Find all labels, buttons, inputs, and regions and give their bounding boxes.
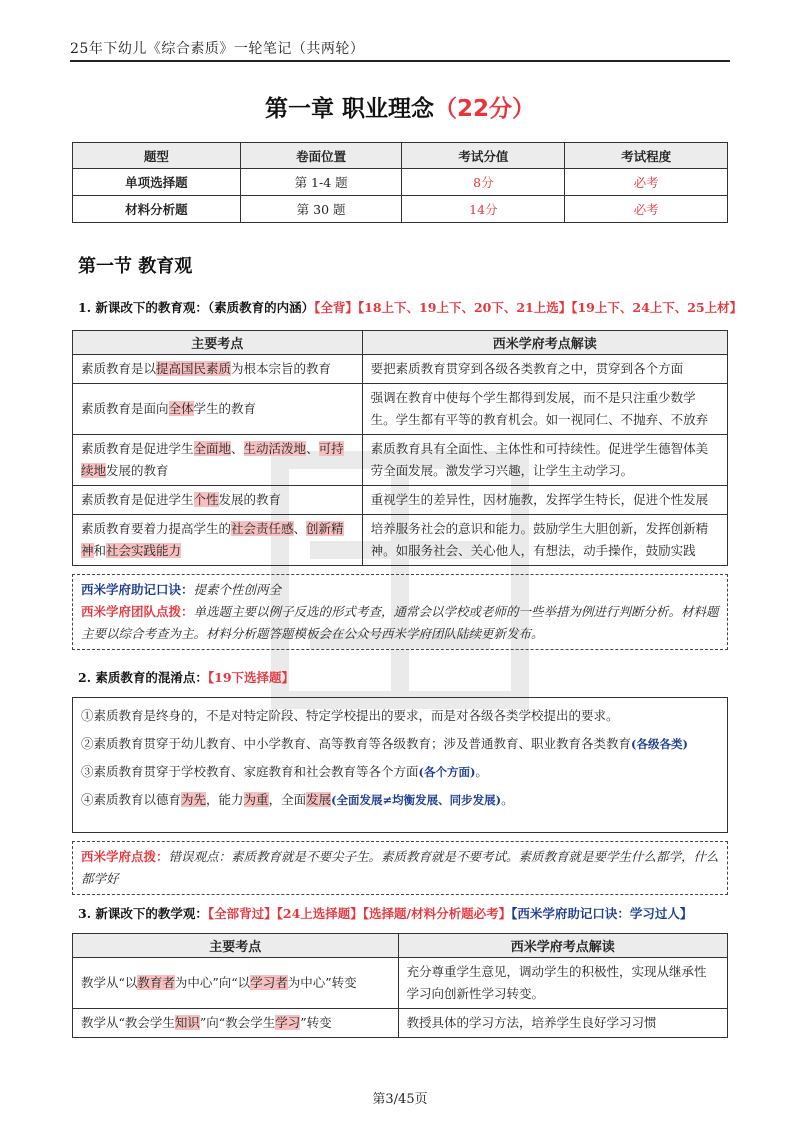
q3-title <box>78 904 692 922</box>
list-item: ②素质教育贯穿于幼儿教育、中小学教育、高等教育等各级教育；涉及普通教育、职业教育各类教育(各级各类) <box>81 736 688 751</box>
exam-cell: 第 1-4 题 <box>240 169 402 196</box>
exam-cell: 必考 <box>565 196 728 223</box>
q1-point-cell: 素质教育是促进学生个性发展的教育 <box>73 486 363 515</box>
q3-tags-blue: 【西米学府助记口诀：学习过人】 <box>511 906 693 921</box>
exam-header-type: 题型 <box>73 143 241 169</box>
exam-header-level: 考试程度 <box>565 143 728 169</box>
q2-title-text: 2. 素质教育的混淆点： <box>78 670 208 685</box>
table-row <box>73 958 728 1009</box>
q1-interpret-cell: 重视学生的差异性，因材施教，发挥学生特长，促进个性发展 <box>362 486 727 515</box>
q3-title-text: 3. 新课改下的教学观： <box>78 906 208 921</box>
exam-cell: 8分 <box>402 169 565 196</box>
q3-header-interpret: 西米学府考点解读 <box>398 934 727 958</box>
q3-table <box>72 933 728 1038</box>
table-row <box>73 435 728 486</box>
exam-header-position: 卷面位置 <box>240 143 402 169</box>
exam-cell: 单项选择题 <box>73 169 241 196</box>
section-title: 第一节 教育观 <box>78 256 193 277</box>
q1-header-point: 主要考点 <box>73 331 363 355</box>
document-header: 25年下幼儿《综合素质》一轮笔记（共两轮） <box>70 41 365 57</box>
q1-title-text: 1. 新课改下的教育观：（素质教育的内涵） <box>78 300 315 315</box>
table-row <box>73 515 728 566</box>
table-row <box>73 1009 728 1038</box>
header-rule <box>70 60 730 62</box>
q1-point-cell: 素质教育是以提高国民素质为根本宗旨的教育 <box>73 355 363 384</box>
q1-interpret-cell: 素质教育具有全面性、主体性和可持续性。促进学生德智体美劳全面发展。激发学习兴趣，让学生主动学习。 <box>362 435 727 486</box>
table-row <box>73 486 728 515</box>
table-row <box>73 384 728 435</box>
q1-table <box>72 330 728 566</box>
q1-tip: 西米学府团队点拨：单选题主要以例子反选的形式考查，通常会以学校或老师的一些举措为例进行判断分析。材料题主要以综合考查为主。材料分析题答题模板会在公众号西米学府团队陆续更新发布。 <box>81 604 719 641</box>
q1-interpret-cell: 要把素质教育贯穿到各级各类教育之中，贯穿到各个方面 <box>362 355 727 384</box>
q3-point-cell: 教学从“教会学生知识”向“教会学生学习”转变 <box>73 1009 399 1038</box>
table-row <box>73 169 728 196</box>
chapter-title <box>0 90 800 123</box>
q1-point-cell: 素质教育是促进学生全面地、生动活泼地、可持续地发展的教育 <box>73 435 363 486</box>
q3-header-point: 主要考点 <box>73 934 399 958</box>
q1-tags: 【全背】【18上下、19上下、20下、21上选】【19上下、24上下、25上材】 <box>314 300 743 315</box>
q1-header-interpret: 西米学府考点解读 <box>362 331 727 355</box>
q3-interpret-cell: 充分尊重学生意见，调动学生的积极性，实现从继承性学习向创新性学习转变。 <box>398 958 727 1009</box>
list-item: ③素质教育贯穿于学校教育、家庭教育和社会教育等各个方面(各个方面)。 <box>81 764 488 779</box>
exam-info-table <box>72 142 728 223</box>
chapter-title-text: 第一章 职业理念 <box>264 96 434 122</box>
exam-cell: 材料分析题 <box>73 196 241 223</box>
q2-tip-box: 西米学府点拨：错误观点：素质教育就是不要尖子生。素质教育就是不要考试。素质教育就是要学生什么都学，什么都学好 <box>72 841 728 895</box>
q1-point-cell: 素质教育要着力提高学生的社会责任感、创新精神和社会实践能力 <box>73 515 363 566</box>
q1-point-cell: 素质教育是面向全体学生的教育 <box>73 384 363 435</box>
q1-note-box <box>72 574 728 650</box>
q1-interpret-cell: 强调在教育中使每个学生都得到发展，而不是只注重少数学生。学生都有平等的教育机会。如一视同仁、不抛弃、不放弃 <box>362 384 727 435</box>
exam-cell: 第 30 题 <box>240 196 402 223</box>
exam-header-score: 考试分值 <box>402 143 565 169</box>
table-row <box>73 355 728 384</box>
table-row <box>73 196 728 223</box>
q1-interpret-cell: 培养服务社会的意识和能力。鼓励学生大胆创新，发挥创新精神。如服务社会、关心他人，有想法，动手操作，鼓励实践 <box>362 515 727 566</box>
list-item: ④素质教育以德育为先，能力为重，全面发展(全面发展≠均衡发展、同步发展)。 <box>81 792 514 807</box>
q3-tags-red: 【全部背过】【24上选择题】【选择题/材料分析题必考】 <box>207 906 512 921</box>
q3-point-cell: 教学从“以教育者为中心”向“以学习者为中心”转变 <box>73 958 399 1009</box>
list-item: ①素质教育是终身的，不是对特定阶段、特定学校提出的要求，而是对各级各类学校提出的要求。 <box>81 708 619 723</box>
q1-title <box>78 298 742 316</box>
page-number: 第3/45页 <box>372 1092 428 1107</box>
q1-mnemonic: 西米学府助记口诀：提素个性创两全 <box>81 582 282 597</box>
q2-confusion-box <box>72 697 728 833</box>
exam-cell: 14分 <box>402 196 565 223</box>
q2-title <box>78 668 294 686</box>
chapter-score: （22分） <box>434 96 536 122</box>
exam-cell: 必考 <box>565 169 728 196</box>
q2-tags: 【19下选择题】 <box>207 670 295 685</box>
q3-interpret-cell: 教授具体的学习方法，培养学生良好学习习惯 <box>398 1009 727 1038</box>
